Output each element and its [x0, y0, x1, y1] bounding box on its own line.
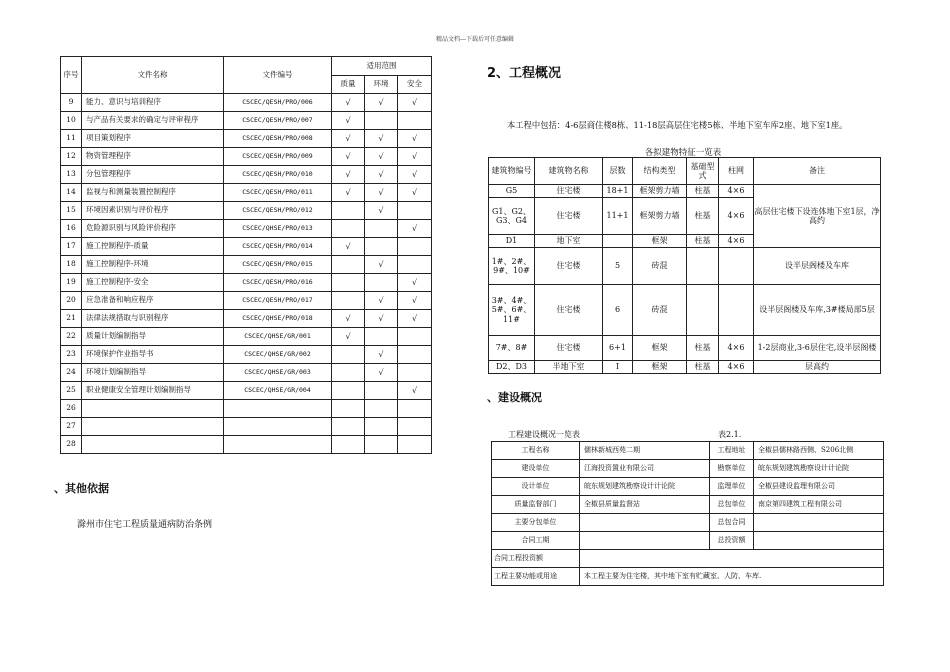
environment-check: √	[365, 130, 398, 148]
building-id: 3#、4#、5#、6#、11#	[489, 285, 535, 336]
building-struct: 框架	[633, 336, 687, 361]
header-scope: 适用范围	[332, 57, 432, 76]
doc-code: CSCEC/QHSE/PRO/013	[224, 220, 332, 238]
row-number: 22	[61, 328, 82, 346]
safety-check	[398, 418, 432, 436]
cell-label: 监理单位	[710, 478, 754, 496]
cell-label: 设计单位	[492, 478, 580, 496]
doc-name: 施工控制程序-安全	[82, 274, 224, 292]
doc-name: 危险源识别与风险评价程序	[82, 220, 224, 238]
building-grid: 4×6	[719, 198, 754, 235]
document-list-table	[60, 56, 432, 454]
safety-check: √	[398, 310, 432, 328]
doc-name: 质量计划编制指导	[82, 328, 224, 346]
environment-check: √	[365, 346, 398, 364]
environment-check: √	[365, 256, 398, 274]
building-grid	[719, 285, 754, 336]
quality-check	[332, 220, 365, 238]
table-row	[61, 256, 432, 274]
building-name: 住宅楼	[535, 336, 603, 361]
quality-check: √	[332, 238, 365, 256]
doc-name: 项目策划程序	[82, 130, 224, 148]
building-header-cell: 柱网	[719, 158, 754, 185]
cell-value: 儒林新城西苑二期	[580, 442, 710, 460]
doc-name: 环境保护作业指导书	[82, 346, 224, 364]
environment-check	[365, 238, 398, 256]
building-floors: 6+1	[603, 336, 633, 361]
building-name: 住宅楼	[535, 185, 603, 198]
building-grid: 4×6	[719, 185, 754, 198]
header-code: 文件编号	[224, 57, 332, 94]
building-row	[489, 285, 881, 336]
doc-name: 环境计划编制指导	[82, 364, 224, 382]
quality-check	[332, 346, 365, 364]
row-number: 27	[61, 418, 82, 436]
cell-label: 总包单位	[710, 496, 754, 514]
cell-label: 合同工程投资额	[492, 550, 580, 568]
safety-check: √	[398, 148, 432, 166]
row-number: 19	[61, 274, 82, 292]
doc-code: CSCEC/QESH/PRO/008	[224, 130, 332, 148]
row-number: 15	[61, 202, 82, 220]
page-header: 精品文档---下载后可任意编辑	[435, 36, 515, 43]
safety-check: √	[398, 184, 432, 202]
building-struct: 框架剪力墙	[633, 185, 687, 198]
doc-name: 施工控制程序-环境	[82, 256, 224, 274]
doc-code: CSCEC/QESH/PRO/006	[224, 94, 332, 112]
row-number: 10	[61, 112, 82, 130]
building-base: 柱基	[687, 198, 719, 235]
environment-check	[365, 112, 398, 130]
building-floors: 6	[603, 285, 633, 336]
project-overview-title: 2、工程概况	[487, 66, 562, 81]
cell-value	[580, 532, 710, 550]
cell-label: 勘察单位	[710, 460, 754, 478]
building-id: G5	[489, 185, 535, 198]
doc-name	[82, 400, 224, 418]
building-header-cell: 基础型式	[687, 158, 719, 185]
building-struct: 砖混	[633, 285, 687, 336]
building-name: 住宅楼	[535, 198, 603, 235]
row-number: 25	[61, 382, 82, 400]
building-id: D2、D3	[489, 361, 535, 374]
building-base: 柱基	[687, 235, 719, 248]
safety-check: √	[398, 166, 432, 184]
cell-value: 江海投资置业有限公司	[580, 460, 710, 478]
doc-name: 应急准备和响应程序	[82, 292, 224, 310]
safety-check	[398, 328, 432, 346]
doc-code: CSCEC/QHSE/PRO/018	[224, 310, 332, 328]
environment-check	[365, 382, 398, 400]
cell-label: 工程地址	[710, 442, 754, 460]
safety-check	[398, 400, 432, 418]
safety-check	[398, 256, 432, 274]
quality-check	[332, 382, 365, 400]
header-quality: 质量	[332, 76, 365, 94]
quality-check	[332, 256, 365, 274]
building-id: D1	[489, 235, 535, 248]
row-number: 18	[61, 256, 82, 274]
project-intro: 本工程中包括：4-6层商住楼8栋、11-18层高层住宅楼5栋、半地下室车库2座、地下室1座。	[507, 120, 848, 130]
quality-check	[332, 400, 365, 418]
safety-check	[398, 238, 432, 256]
header-seq: 序号	[61, 57, 82, 94]
doc-code: CSCEC/QESH/PRO/007	[224, 112, 332, 130]
building-row	[489, 248, 881, 285]
building-note: 设半层阁楼及车库,3#楼局部5层	[754, 285, 881, 336]
row-number: 11	[61, 130, 82, 148]
building-header-cell: 结构类型	[633, 158, 687, 185]
quality-check: √	[332, 112, 365, 130]
building-id: 7#、8#	[489, 336, 535, 361]
environment-check	[365, 418, 398, 436]
doc-name: 分包管理程序	[82, 166, 224, 184]
header-safety: 安全	[398, 76, 432, 94]
environment-check: √	[365, 94, 398, 112]
building-name: 住宅楼	[535, 285, 603, 336]
quality-check	[332, 274, 365, 292]
row-number: 16	[61, 220, 82, 238]
cell-value: 皖东规划建筑勘察设计计论院	[580, 478, 710, 496]
doc-name	[82, 436, 224, 454]
building-grid: 4×6	[719, 361, 754, 374]
doc-name: 法律法规措取与识别程序	[82, 310, 224, 328]
safety-check	[398, 112, 432, 130]
header-name: 文件名称	[82, 57, 224, 94]
doc-code: CSCEC/QESH/PRO/015	[224, 256, 332, 274]
quality-check	[332, 202, 365, 220]
safety-check: √	[398, 292, 432, 310]
doc-code: CSCEC/QESH/PRO/016	[224, 274, 332, 292]
building-note: 设半层阁楼及车库	[754, 248, 881, 285]
row-number: 12	[61, 148, 82, 166]
row-number: 14	[61, 184, 82, 202]
building-base: 柱基	[687, 336, 719, 361]
building-header-cell: 备注	[754, 158, 881, 185]
table-row	[61, 166, 432, 184]
environment-check: √	[365, 292, 398, 310]
building-floors	[603, 235, 633, 248]
doc-code	[224, 436, 332, 454]
doc-code: CSCEC/QESH/PRO/009	[224, 148, 332, 166]
building-base	[687, 285, 719, 336]
cell-value: 全椒县儒林路西侧、S206北侧	[754, 442, 884, 460]
safety-check: √	[398, 220, 432, 238]
doc-name: 与产品有关要求的确定与评审程序	[82, 112, 224, 130]
building-note: 层高约	[754, 361, 881, 374]
doc-name: 职业健康安全管理计划编制指导	[82, 382, 224, 400]
building-id: 1#、2#、9#、10#	[489, 248, 535, 285]
construction-table-caption: 工程建设概况一览表	[508, 430, 580, 439]
building-grid: 4×6	[719, 235, 754, 248]
doc-code: CSCEC/QHSE/GR/002	[224, 346, 332, 364]
table-row	[61, 328, 432, 346]
row-number: 9	[61, 94, 82, 112]
other-basis-title: 、其他依据	[54, 482, 109, 495]
environment-check: √	[365, 184, 398, 202]
building-table-caption: 各拟建物特征一览表	[644, 148, 722, 158]
building-name: 半地下室	[535, 361, 603, 374]
table-row	[61, 148, 432, 166]
doc-code	[224, 400, 332, 418]
doc-code: CSCEC/QHSE/GR/001	[224, 328, 332, 346]
building-struct: 框架	[633, 235, 687, 248]
construction-table-number: 表2.1.	[718, 430, 742, 439]
cell-value	[754, 532, 884, 550]
doc-name	[82, 418, 224, 436]
building-base: 柱基	[687, 361, 719, 374]
table-row	[61, 346, 432, 364]
cell-label: 合同工期	[492, 532, 580, 550]
cell-label: 总投资额	[710, 532, 754, 550]
quality-check: √	[332, 148, 365, 166]
table-row	[61, 112, 432, 130]
building-grid: 4×6	[719, 336, 754, 361]
table-row	[61, 400, 432, 418]
row-number: 26	[61, 400, 82, 418]
doc-name: 施工控制程序-质量	[82, 238, 224, 256]
safety-check: √	[398, 94, 432, 112]
environment-check	[365, 328, 398, 346]
quality-check: √	[332, 166, 365, 184]
table-row	[61, 292, 432, 310]
building-floors: 5	[603, 248, 633, 285]
construction-overview-table	[491, 441, 884, 586]
cell-value	[754, 514, 884, 532]
environment-check	[365, 436, 398, 454]
quality-check	[332, 436, 365, 454]
building-struct: 框架剪力墙	[633, 198, 687, 235]
table-row	[61, 436, 432, 454]
table-row	[61, 220, 432, 238]
cell-value: 南京第四建筑工程有限公司	[754, 496, 884, 514]
quality-check: √	[332, 328, 365, 346]
safety-check: √	[398, 274, 432, 292]
building-note: 1-2层商业,3-6层住宅,设半层阁楼	[754, 336, 881, 361]
doc-name: 监视与和测量装置控制程序	[82, 184, 224, 202]
cell-value	[580, 550, 884, 568]
environment-check: √	[365, 166, 398, 184]
row-number: 21	[61, 310, 82, 328]
table-row	[61, 184, 432, 202]
building-name: 地下室	[535, 235, 603, 248]
building-base	[687, 248, 719, 285]
quality-check	[332, 418, 365, 436]
cell-label: 质量监督部门	[492, 496, 580, 514]
table-row	[61, 310, 432, 328]
quality-check: √	[332, 130, 365, 148]
quality-check	[332, 292, 365, 310]
cell-value: 皖东规划建筑勘察设计计论院	[754, 460, 884, 478]
environment-check: √	[365, 310, 398, 328]
doc-name: 能力、意识与培训程序	[82, 94, 224, 112]
safety-check	[398, 364, 432, 382]
table-row	[61, 202, 432, 220]
building-row	[489, 185, 881, 198]
building-grid	[719, 248, 754, 285]
doc-code: CSCEC/QHSE/GR/003	[224, 364, 332, 382]
building-note: 高层住宅楼下设连体地下室1层，净高约	[754, 185, 881, 248]
quality-check: √	[332, 184, 365, 202]
doc-code: CSCEC/QESH/PRO/012	[224, 202, 332, 220]
environment-check: √	[365, 202, 398, 220]
table-row	[61, 130, 432, 148]
doc-name: 物资管理程序	[82, 148, 224, 166]
safety-check: √	[398, 382, 432, 400]
safety-check	[398, 436, 432, 454]
table-row	[61, 382, 432, 400]
table-row	[61, 418, 432, 436]
environment-check: √	[365, 364, 398, 382]
doc-code: CSCEC/QESH/PRO/017	[224, 292, 332, 310]
environment-check	[365, 220, 398, 238]
building-floors: Ⅰ	[603, 361, 633, 374]
doc-code: CSCEC/QHSE/GR/004	[224, 382, 332, 400]
environment-check: √	[365, 148, 398, 166]
building-row	[489, 336, 881, 361]
cell-value: 本工程主要为住宅楼，其中地下室有贮藏室、人防、车库.	[580, 568, 884, 586]
row-number: 20	[61, 292, 82, 310]
header-environment: 环境	[365, 76, 398, 94]
cell-value: 全椒县质量监督站	[580, 496, 710, 514]
safety-check	[398, 346, 432, 364]
building-base: 柱基	[687, 185, 719, 198]
cell-label: 工程主要功能或用途	[492, 568, 580, 586]
cell-label: 工程名称	[492, 442, 580, 460]
building-header-cell: 建筑物编号	[489, 158, 535, 185]
building-struct: 砖混	[633, 248, 687, 285]
table-row	[61, 94, 432, 112]
building-id: G1、G2、G3、G4	[489, 198, 535, 235]
safety-check: √	[398, 130, 432, 148]
cell-value: 全椒县建设监理有限公司	[754, 478, 884, 496]
cell-label: 总包合同	[710, 514, 754, 532]
row-number: 17	[61, 238, 82, 256]
doc-code: CSCEC/QESH/PRO/010	[224, 166, 332, 184]
table-row	[61, 274, 432, 292]
building-floors: 11+1	[603, 198, 633, 235]
doc-code: CSCEC/QESH/PRO/011	[224, 184, 332, 202]
construction-overview-title: 、建设概况	[487, 391, 542, 404]
doc-name: 环境因素识别与评价程序	[82, 202, 224, 220]
building-struct: 框架	[633, 361, 687, 374]
doc-code	[224, 418, 332, 436]
other-basis-text: 滁州市住宅工程质量通病防治条例	[77, 520, 213, 530]
row-number: 23	[61, 346, 82, 364]
row-number: 13	[61, 166, 82, 184]
building-name: 住宅楼	[535, 248, 603, 285]
quality-check: √	[332, 94, 365, 112]
building-header-cell: 建筑物名称	[535, 158, 603, 185]
row-number: 24	[61, 364, 82, 382]
building-header-cell: 层数	[603, 158, 633, 185]
cell-label: 主要分包单位	[492, 514, 580, 532]
building-row	[489, 361, 881, 374]
building-features-table	[488, 157, 881, 374]
table-row	[61, 238, 432, 256]
doc-code: CSCEC/QESH/PRO/014	[224, 238, 332, 256]
environment-check	[365, 400, 398, 418]
table-row	[61, 364, 432, 382]
building-floors: 18+1	[603, 185, 633, 198]
quality-check: √	[332, 310, 365, 328]
row-number: 28	[61, 436, 82, 454]
cell-value	[580, 514, 710, 532]
environment-check	[365, 274, 398, 292]
cell-label: 建设单位	[492, 460, 580, 478]
safety-check	[398, 202, 432, 220]
quality-check	[332, 364, 365, 382]
